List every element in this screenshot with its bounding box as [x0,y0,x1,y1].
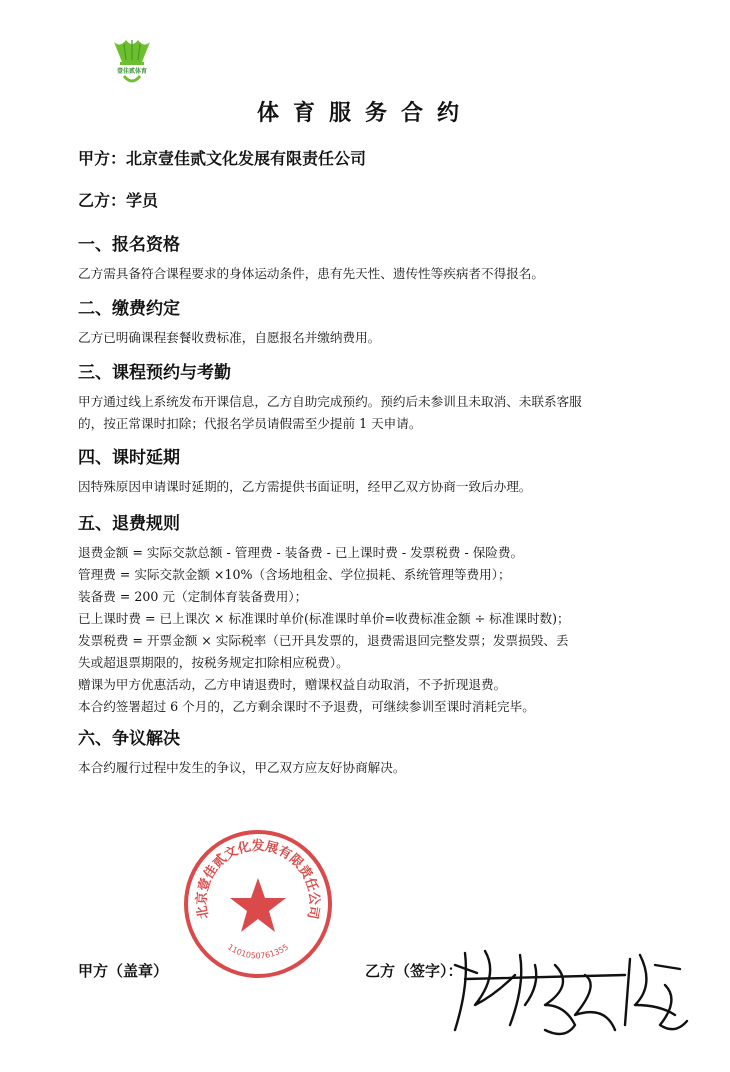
section-line: 本合约履行过程中发生的争议，甲乙双方应友好协商解决。 [78,760,406,775]
section-dispute-resolution [78,724,658,779]
section-line: 因特殊原因申请课时延期的，乙方需提供书面证明，经甲乙双方协商一致后办理。 [78,479,532,494]
section-heading: 一、报名资格 [78,235,180,255]
company-logo [108,36,156,88]
party-b: 乙方：学员 [78,191,159,210]
section-line: 失或超退票期限的，按税务规定扣除相应税费）。 [78,655,349,670]
section-line: 甲方通过线上系统发布开课信息，乙方自助完成预约。预约后未参训且未取消、未联系客服 [78,394,582,409]
shuttlecock-logo-icon [108,36,156,88]
company-seal [180,826,336,982]
section-payment [78,294,658,349]
section-line: 乙方已明确课程套餐收费标准，自愿报名并缴纳费用。 [78,330,381,345]
section-line: 管理费 = 实际交款金额 ×10%（含场地租金、学位损耗、系统管理等费用）； [78,567,511,582]
section-line: 本合约签署超过 6 个月的，乙方剩余课时不予退费，可继续参训至课时消耗完毕。 [78,699,535,714]
section-heading: 六、争议解决 [78,729,180,749]
section-line: 赠课为甲方优惠活动，乙方申请退费时，赠课权益自动取消，不予折现退费。 [78,677,507,692]
document-title: 体育服务合约 [256,101,473,126]
section-line: 退费金额 = 实际交款总额 - 管理费 - 装备费 - 已上课时费 - 发票税费 - 保险费。 [78,545,524,560]
section-heading: 五、退费规则 [78,514,180,534]
party-b-signature-label: 乙方（签字）： [365,962,463,980]
section-line: 乙方需具备符合课程要求的身体运动条件，患有先天性、遗传性等疾病者不得报名。 [78,266,544,281]
section-heading: 二、缴费约定 [78,299,180,319]
section-line: 已上课时费 = 已上课次 × 标准课时单价(标准课时单价=收费标准金额 ÷ 标准课时数)； [78,611,570,626]
section-extension [78,443,658,498]
section-refund-rules [78,509,658,718]
svg-text:1101050761355 [226,942,290,960]
section-heading: 四、课时延期 [78,448,180,468]
seal-text: 北京壹佳贰文化发展有限责任公司 [194,839,322,921]
party-a-seal-label: 甲方（盖章） [78,962,169,980]
seal-number: 1101050761355 [225,942,291,961]
party-a: 甲方：北京壹佳贰文化发展有限责任公司 [78,149,367,168]
company-seal-icon [180,826,336,982]
section-heading: 三、课程预约与考勤 [78,363,231,383]
section-line: 发票税费 = 开票金额 × 实际税率（已开具发票的，退费需退回完整发票；发票损毁、丢 [78,633,569,648]
section-booking-attendance [78,358,658,435]
section-line: 的，按正常课时扣除；代报名学员请假需至少提前 1 天申请。 [78,416,422,431]
section-eligibility [78,230,658,285]
handwritten-signature [425,945,695,1045]
logo-text: 壹佳贰体育 [116,68,147,75]
section-line: 装备费 = 200 元（定制体育装备费用）； [78,589,308,604]
